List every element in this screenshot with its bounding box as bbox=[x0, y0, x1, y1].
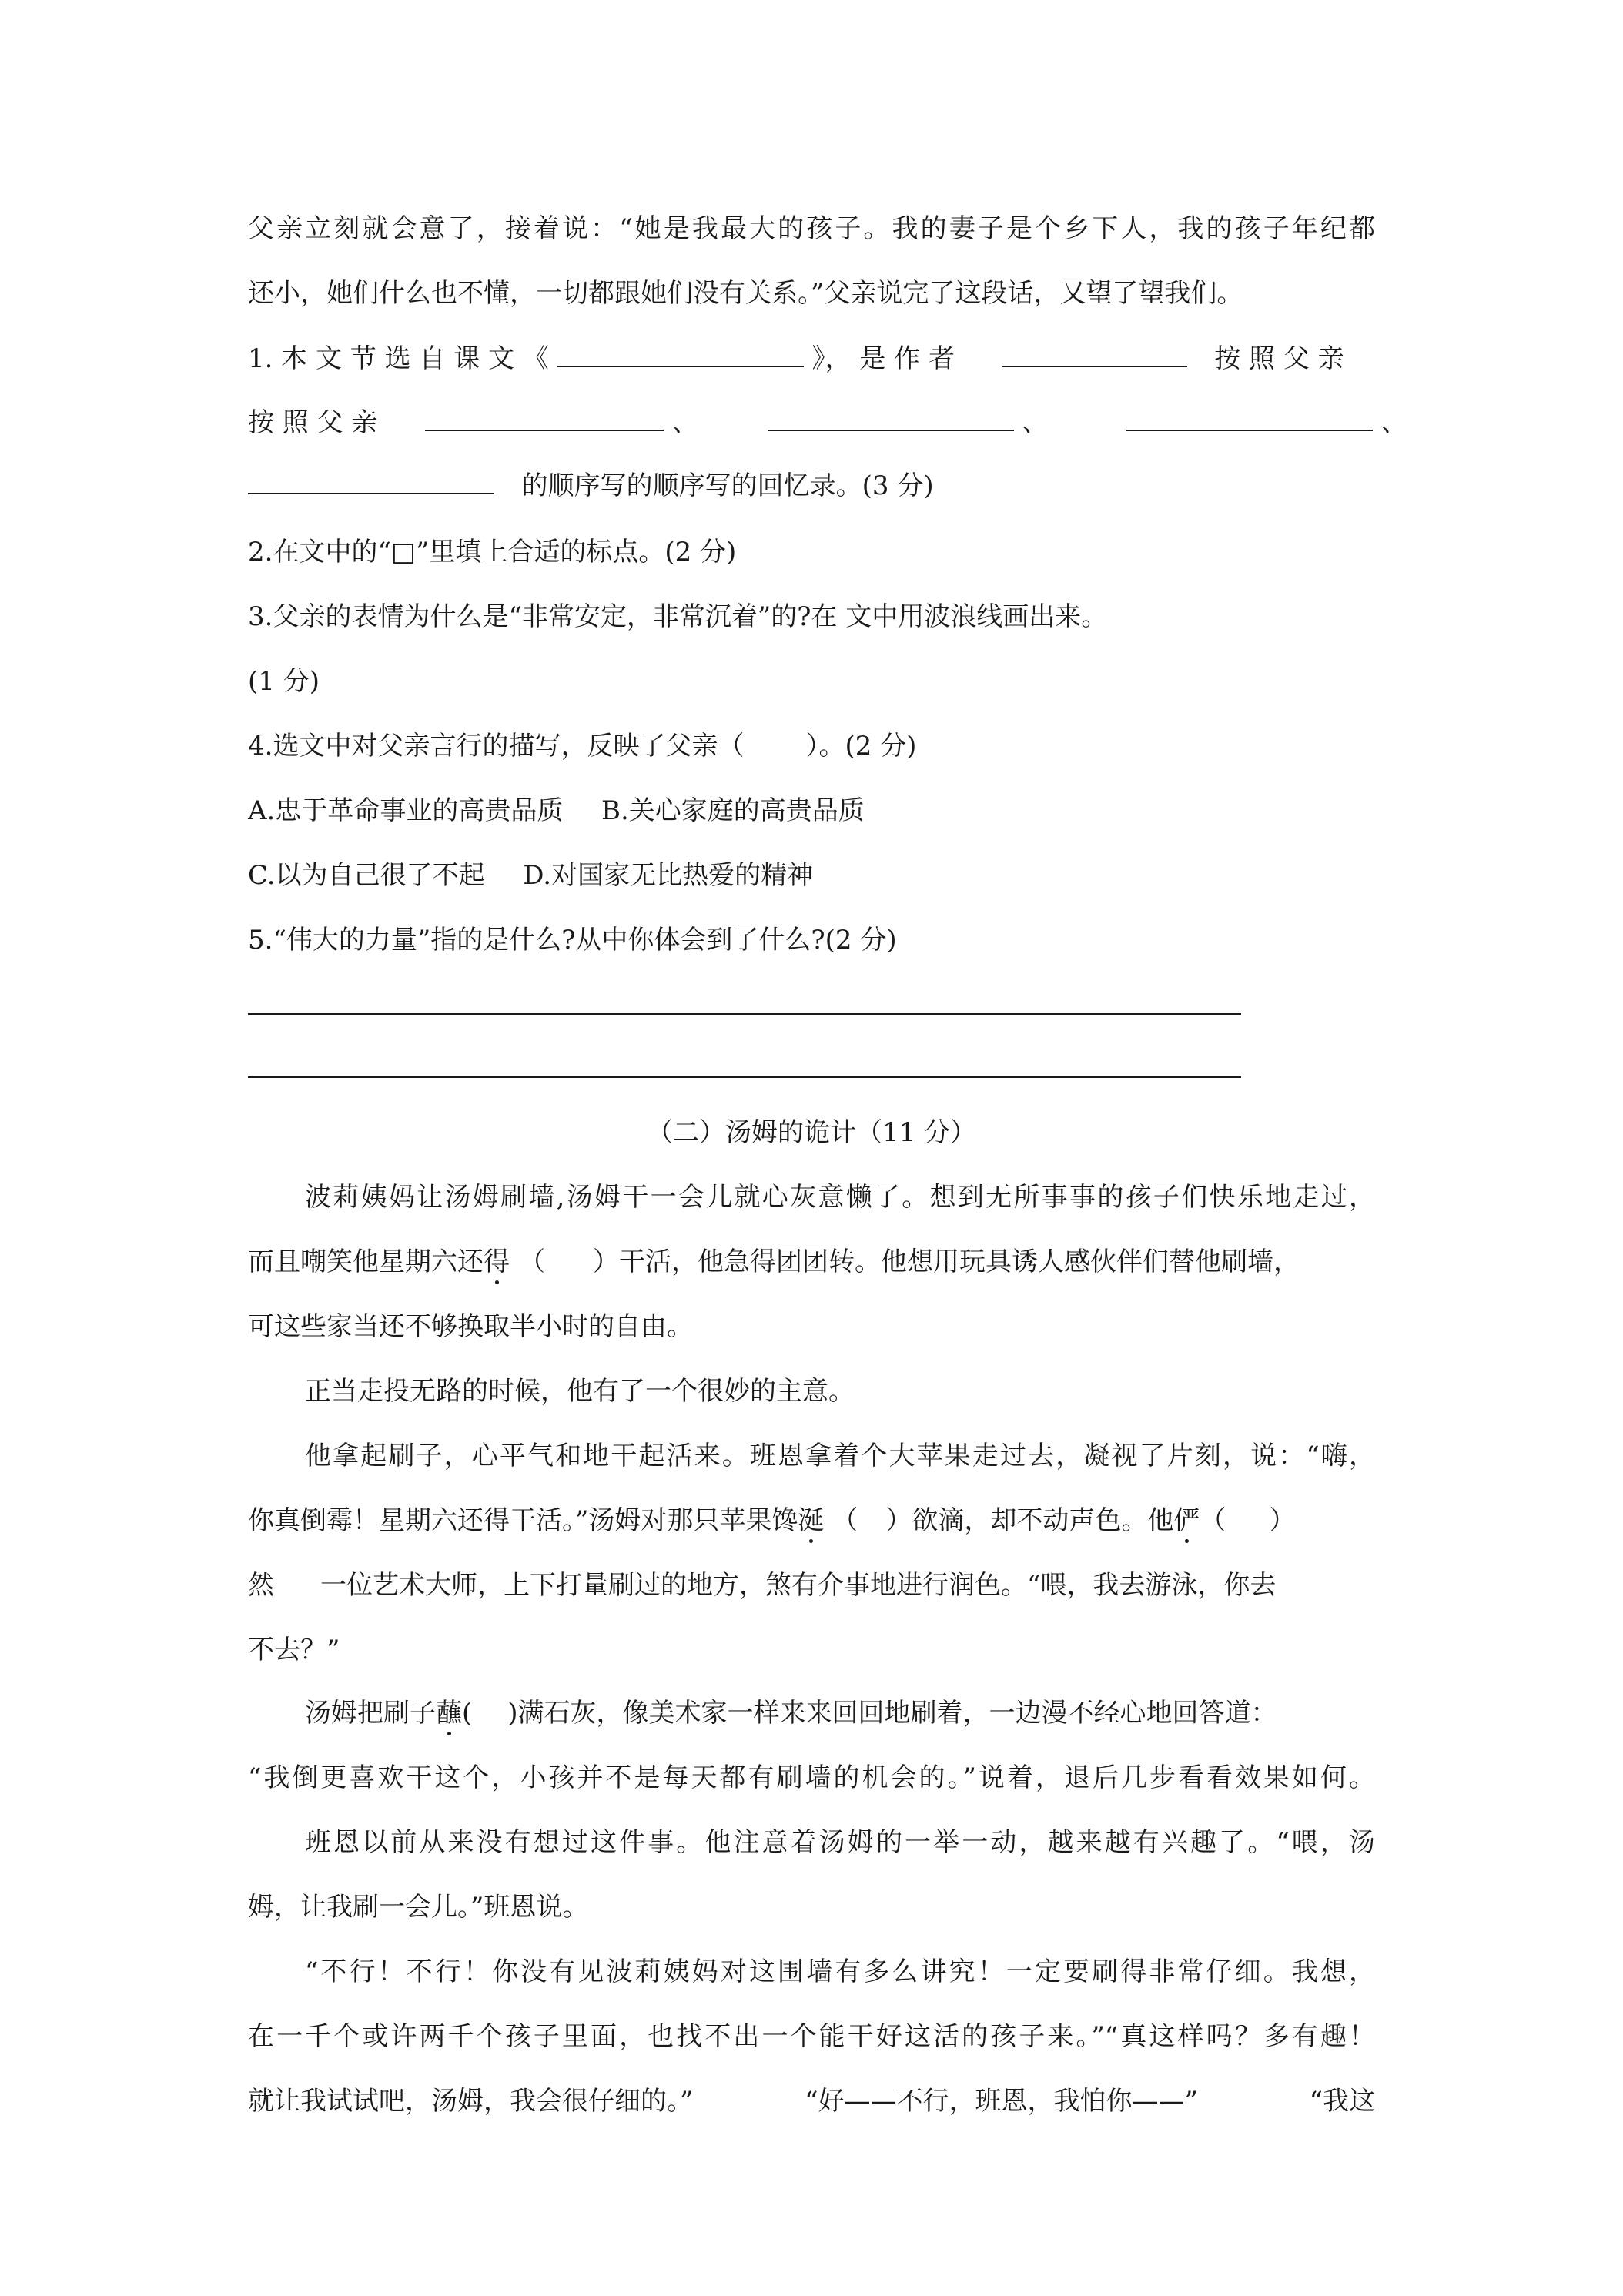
paragraph-line bbox=[248, 2083, 1375, 2119]
dotted-char: 俨 bbox=[1173, 1505, 1200, 1536]
separator: 、 bbox=[671, 407, 698, 438]
question-text: 的顺序写的顺序写的回忆录。(3 分) bbox=[521, 470, 934, 501]
answer-blank[interactable] bbox=[557, 343, 804, 367]
text: 然 bbox=[248, 1570, 274, 1601]
paragraph-line bbox=[248, 1244, 1375, 1280]
paragraph-line: “不行！不行！你没有见波莉姨妈对这围墙有多么讲究！一定要刷得非常仔细。我想， bbox=[305, 1956, 1375, 1987]
passage-line: 还小，她们什么也不懂，一切都跟她们没有关系。”父亲说完了这段话，又望了望我们。 bbox=[248, 278, 1243, 309]
answer-blank[interactable] bbox=[425, 407, 664, 431]
text: 你真倒霉！星期六还得干活。”汤姆对那只苹果馋 bbox=[248, 1505, 798, 1536]
question-text: 按 照 父 亲 bbox=[248, 407, 378, 438]
question-2: 2.在文中的“□”里填上合适的标点。(2 分) bbox=[248, 537, 737, 567]
question-4-options bbox=[248, 793, 1375, 828]
paragraph-line: 他拿起刷子，心平气和地干起活来。班恩拿着个大苹果走过去，凝视了片刻，说：“嗨， bbox=[305, 1441, 1375, 1471]
question-3: 3.父亲的表情为什么是“非常安定，非常沉着”的?在 文中用波浪线画出来。 bbox=[248, 601, 1108, 632]
paren-open: （ bbox=[832, 1505, 858, 1536]
paren-open: （ bbox=[519, 1247, 545, 1277]
question-1-cont bbox=[248, 468, 1375, 504]
question-1-cont bbox=[248, 405, 1407, 440]
answer-blank[interactable] bbox=[768, 407, 1014, 431]
text: 就让我试试吧，汤姆，我会很仔细的。” bbox=[248, 2086, 694, 2117]
passage-line: 父亲立刻就会意了，接着说：“她是我最大的孩子。我的妻子是个乡下人，我的孩子年纪都 bbox=[248, 213, 1375, 244]
paragraph-line: 不去？” bbox=[248, 1635, 340, 1665]
question-4 bbox=[248, 728, 1375, 764]
paren-open: ( bbox=[462, 1698, 473, 1729]
question-text: 按 照 父 亲 bbox=[1214, 343, 1344, 374]
paragraph-line bbox=[248, 1568, 1375, 1603]
section-title: （二）汤姆的诡计（11 分） bbox=[646, 1117, 977, 1148]
question-1 bbox=[248, 341, 1375, 377]
text: 而且嘲笑他星期六还 bbox=[248, 1247, 484, 1277]
paragraph-line bbox=[305, 1695, 1375, 1731]
answer-blank[interactable] bbox=[248, 470, 494, 494]
option-c: C.以为自己很了不起 bbox=[248, 860, 485, 891]
answer-blank[interactable] bbox=[1126, 407, 1373, 431]
paragraph-line: 波莉姨妈让汤姆刷墙,汤姆干一会儿就心灰意懒了。想到无所事事的孩子们快乐地走过， bbox=[305, 1182, 1375, 1213]
question-text: 1. 本 文 节 选 自 课 文 《 bbox=[248, 343, 549, 374]
paren-close: ） bbox=[1269, 1505, 1296, 1536]
text: )满石灰，像美术家一样来来回回地刷着，一边漫不经心地回答道： bbox=[507, 1698, 1277, 1729]
paragraph-line: 正当走投无路的时候，他有了一个很妙的主意。 bbox=[305, 1376, 855, 1407]
option-a: A.忠于革命事业的高贵品质 bbox=[248, 795, 564, 826]
paragraph-line bbox=[248, 1503, 1375, 1538]
text: ）欲滴，却不动声色。他 bbox=[885, 1505, 1174, 1536]
separator: 、 bbox=[1022, 407, 1049, 438]
answer-blank[interactable] bbox=[1002, 343, 1187, 367]
text: 汤姆把刷子 bbox=[305, 1698, 436, 1729]
text: “好——不行，班恩，我怕你——” bbox=[805, 2086, 1198, 2117]
separator: 、 bbox=[1380, 407, 1407, 438]
question-text: 》， 是 作 者 bbox=[812, 343, 955, 374]
text: “我这 bbox=[1309, 2086, 1375, 2117]
question-text: 4.选文中对父亲言行的描写，反映了父亲（ bbox=[248, 731, 745, 761]
dotted-char: 涎 bbox=[798, 1505, 825, 1536]
paragraph-line: 可这些家当还不够换取半小时的自由。 bbox=[248, 1311, 693, 1342]
dotted-char: 蘸 bbox=[436, 1698, 462, 1729]
answer-line[interactable] bbox=[248, 1076, 1241, 1078]
text: 一位艺术大师，上下打量刷过的地方，煞有介事地进行润色。“喂，我去游泳，你去 bbox=[320, 1570, 1277, 1601]
paragraph-line: “我倒更喜欢干这个，小孩并不是每天都有刷墙的机会的。”说着，退后几步看看效果如何。 bbox=[248, 1762, 1375, 1793]
option-d: D.对国家无比热爱的精神 bbox=[523, 860, 814, 891]
paragraph-line: 姆，让我刷一会儿。”班恩说。 bbox=[248, 1892, 589, 1923]
paragraph-line: 班恩以前从来没有想过这件事。他注意着汤姆的一举一动，越来越有兴趣了。“喂，汤 bbox=[305, 1827, 1375, 1858]
question-5: 5.“伟大的力量”指的是什么?从中你体会到了什么?(2 分) bbox=[248, 925, 897, 956]
paren-open: （ bbox=[1200, 1505, 1226, 1536]
question-3-score: (1 分) bbox=[248, 666, 320, 697]
answer-line[interactable] bbox=[248, 1013, 1241, 1015]
question-text: ）。(2 分) bbox=[805, 731, 917, 761]
dotted-char: 得 bbox=[484, 1247, 510, 1277]
text: ）干活，他急得团团转。他想用玩具诱人感伙伴们替他刷墙， bbox=[593, 1247, 1300, 1277]
paragraph-line: 在一千个或许两千个孩子里面，也找不出一个能干好这活的孩子来。”“真这样吗？多有趣！ bbox=[248, 2021, 1375, 2052]
option-b: B.关心家庭的高贵品质 bbox=[601, 795, 865, 826]
question-4-options bbox=[248, 858, 1375, 893]
